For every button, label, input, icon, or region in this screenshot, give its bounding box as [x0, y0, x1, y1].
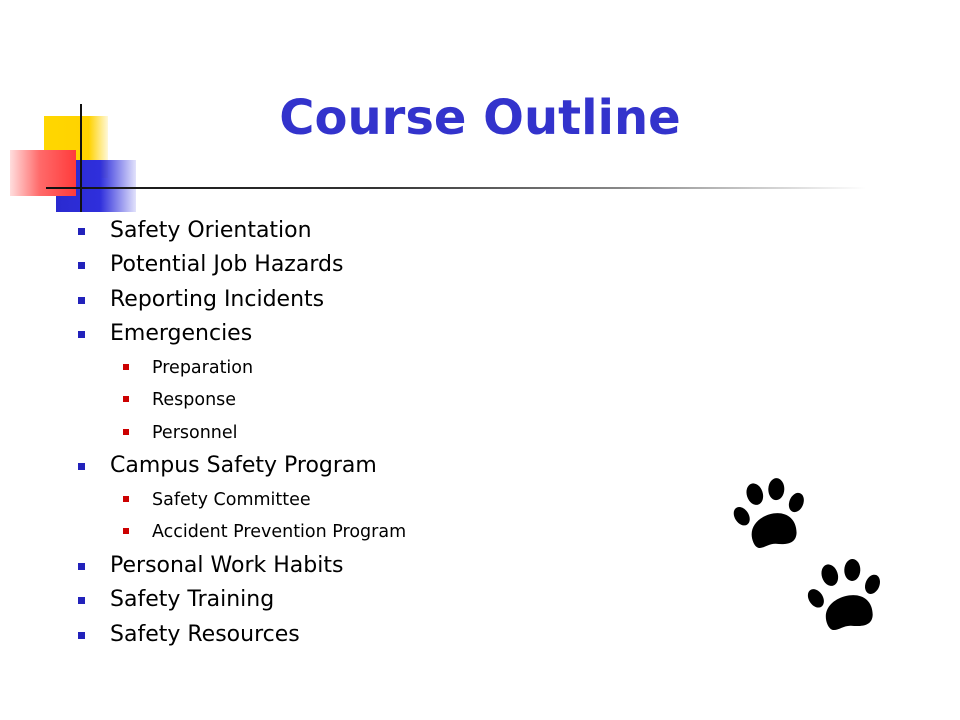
outline-item-text: Safety Resources: [110, 621, 300, 647]
bullet-icon: [78, 228, 85, 235]
outline-subitem: [78, 384, 698, 417]
outline-subitem: [78, 516, 698, 549]
sub-bullet-icon: [123, 429, 129, 435]
outline-item: [78, 618, 698, 652]
bullet-icon: [78, 262, 85, 269]
bullet-icon: [78, 297, 85, 304]
outline-item: [78, 449, 698, 483]
sub-bullet-icon: [123, 528, 129, 534]
outline-item: [78, 248, 698, 282]
outline-subitem-text: Personnel: [152, 422, 238, 443]
outline-subitem-text: Accident Prevention Program: [152, 522, 407, 543]
outline-item-text: Potential Job Hazards: [110, 252, 344, 278]
outline-item-text: Safety Orientation: [110, 218, 312, 243]
outline-subitem-text: Preparation: [152, 357, 254, 378]
bullet-icon: [78, 632, 85, 639]
outline-subitem: [78, 484, 698, 517]
bullet-icon: [78, 597, 85, 604]
outline-item-text: Reporting Incidents: [110, 286, 325, 312]
outline-item: [78, 549, 698, 583]
paw-print-icon: [804, 558, 890, 636]
sub-bullet-icon: [123, 364, 129, 370]
outline-item-text: Campus Safety Program: [110, 453, 377, 479]
outline-item-text: Emergencies: [110, 321, 253, 347]
outline-subitem: [78, 417, 698, 450]
outline-subitem: [78, 352, 698, 385]
bullet-icon: [78, 463, 85, 470]
paw-print-icon: [730, 478, 814, 554]
outline-item-text: Safety Training: [110, 587, 275, 613]
outline-item-text: Personal Work Habits: [110, 552, 344, 578]
title-underline: [46, 187, 866, 189]
outline-item: [78, 283, 698, 317]
outline-list: [78, 214, 698, 652]
bullet-icon: [78, 331, 85, 338]
sub-bullet-icon: [123, 496, 129, 502]
outline-item: [78, 214, 698, 248]
slide-title: Course Outline: [279, 90, 681, 146]
bullet-icon: [78, 563, 85, 570]
outline-subitem-text: Response: [152, 390, 237, 411]
outline-subitem-text: Safety Committee: [152, 489, 311, 510]
decorative-red-square: [10, 150, 76, 196]
outline-item: [78, 317, 698, 351]
sub-bullet-icon: [123, 396, 129, 402]
outline-item: [78, 583, 698, 617]
